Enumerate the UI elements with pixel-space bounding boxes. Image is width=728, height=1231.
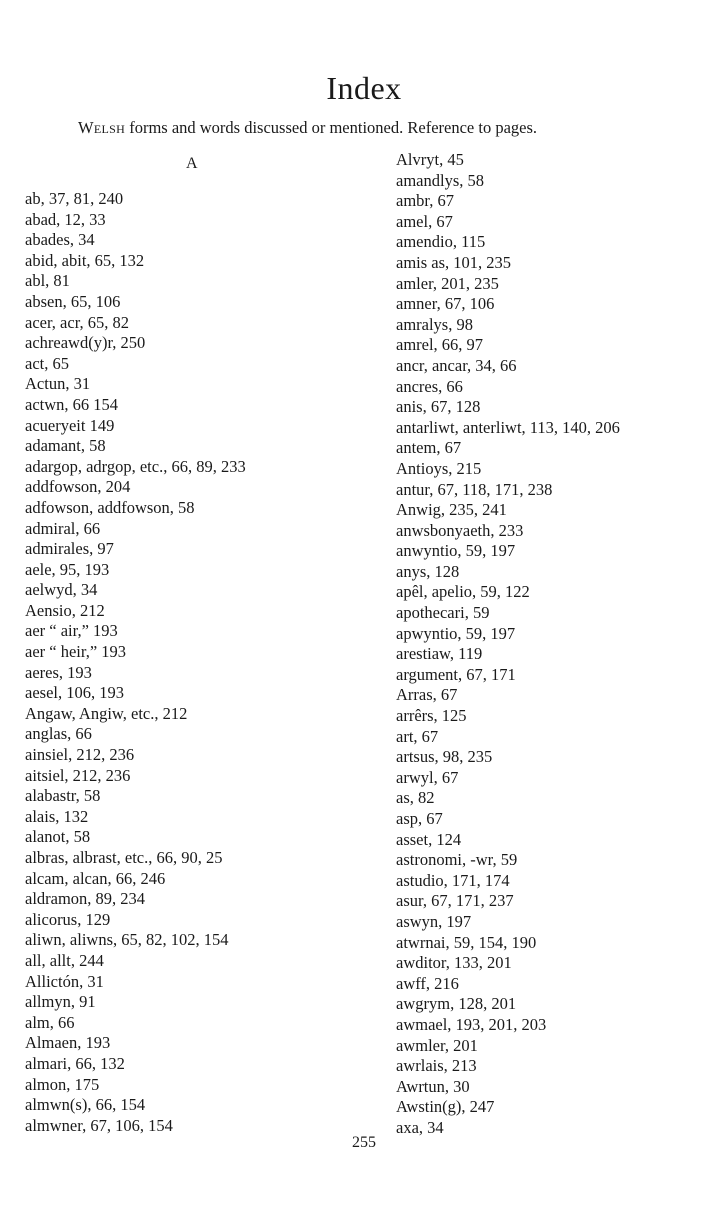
index-entry: axa, 34	[396, 1117, 444, 1137]
page-number: 255	[352, 1134, 376, 1151]
index-entry: aer “ heir,” 193	[25, 642, 127, 662]
index-entry: amralys, 98	[396, 314, 473, 334]
index-entry: almon, 175	[25, 1074, 100, 1094]
index-entry: alanot, 58	[25, 827, 91, 847]
index-entry: adamant, 58	[25, 436, 106, 456]
index-entry: aliwn, aliwns, 65, 82, 102, 154	[25, 930, 229, 950]
index-entry: Anwig, 235, 241	[396, 500, 507, 520]
index-entry: alcam, alcan, 66, 246	[25, 868, 166, 888]
index-entry: almari, 66, 132	[25, 1053, 125, 1073]
index-entry: acer, acr, 65, 82	[25, 312, 130, 332]
index-entry: anwyntio, 59, 197	[396, 541, 516, 561]
index-entry: almwn(s), 66, 154	[25, 1095, 146, 1115]
page-title: Index	[326, 70, 402, 106]
index-column-left	[25, 189, 246, 1136]
index-entry: amel, 67	[396, 211, 453, 231]
index-entry: asp, 67	[396, 809, 443, 828]
index-entry: addfowson, 204	[25, 477, 131, 497]
index-entry: awgrym, 128, 201	[396, 994, 517, 1014]
index-entry: abad, 12, 33	[25, 209, 106, 229]
index-entry: arrêrs, 125	[396, 706, 467, 726]
index-entry: astronomi, -wr, 59	[396, 850, 518, 870]
index-entry: anis, 67, 128	[396, 397, 481, 417]
index-entry: Angaw, Angiw, etc., 212	[25, 703, 188, 723]
index-entry: Aensio, 212	[25, 600, 105, 620]
index-entry: abl, 81	[25, 271, 70, 291]
index-entry: astudio, 171, 174	[396, 870, 510, 890]
index-entry: amrel, 66, 97	[396, 335, 484, 355]
index-entry: Awrtun, 30	[396, 1076, 470, 1096]
index-entry: admirales, 97	[25, 539, 114, 559]
index-entry: apêl, apelio, 59, 122	[396, 582, 530, 602]
index-entry: amandlys, 58	[396, 170, 484, 190]
index-entry: Awstin(g), 247	[396, 1097, 495, 1117]
index-entry: aldramon, 89, 234	[25, 889, 146, 909]
index-entry: aele, 95, 193	[25, 559, 110, 579]
index-entry: alabastr, 58	[25, 786, 101, 806]
index-entry: alais, 132	[25, 806, 89, 826]
index-entry: as, 82	[396, 788, 435, 808]
index-entry: asset, 124	[396, 829, 462, 849]
index-entry: actwn, 66 154	[25, 394, 119, 414]
index-entry: awmael, 193, 201, 203	[396, 1014, 547, 1034]
index-entry: abades, 34	[25, 230, 95, 250]
index-column-right	[396, 150, 620, 1139]
index-entry: albras, albrast, etc., 66, 90, 25	[25, 848, 223, 867]
index-entry: awrlais, 213	[396, 1056, 477, 1076]
index-entry: anwsbonyaeth, 233	[396, 520, 524, 540]
index-entry: Antioys, 215	[396, 458, 482, 478]
index-entry: aelwyd, 34	[25, 580, 98, 600]
index-entry: anys, 128	[396, 561, 460, 581]
index-entry: apothecari, 59	[396, 603, 490, 623]
index-entry: Alvryt, 45	[396, 150, 464, 169]
index-entry: aesel, 106, 193	[25, 683, 124, 703]
index-entry: Arras, 67	[396, 685, 458, 705]
index-entry: apwyntio, 59, 197	[396, 623, 516, 643]
index-entry: antem, 67	[396, 438, 462, 458]
index-entry: ainsiel, 212, 236	[25, 745, 135, 765]
index-entry: atwrnai, 59, 154, 190	[396, 932, 537, 952]
index-entry: awditor, 133, 201	[396, 953, 512, 973]
index-entry: aeres, 193	[25, 662, 92, 682]
index-entry: awff, 216	[396, 973, 459, 993]
index-entry: absen, 65, 106	[25, 291, 121, 311]
index-entry: aer “ air,” 193	[25, 621, 118, 641]
index-entry: achreawd(y)r, 250	[25, 333, 146, 353]
index-entry: act, 65	[25, 353, 69, 373]
index-entry: Almaen, 193	[25, 1033, 111, 1053]
index-entry: art, 67	[396, 726, 439, 746]
index-entry: aswyn, 197	[396, 911, 472, 931]
index-entry: amendio, 115	[396, 232, 486, 252]
index-entry: anglas, 66	[25, 724, 92, 744]
index-entry: amler, 201, 235	[396, 273, 499, 293]
index-entry: asur, 67, 171, 237	[396, 891, 514, 911]
index-entry: arestiaw, 119	[396, 644, 483, 664]
index-subtitle	[78, 118, 537, 138]
index-entry: arwyl, 67	[396, 767, 459, 787]
subtitle-smallcaps: Welsh	[78, 118, 126, 137]
index-entry: ab, 37, 81, 240	[25, 189, 124, 208]
section-letter: A	[186, 155, 198, 172]
index-entry: amner, 67, 106	[396, 294, 495, 314]
index-entry: ambr, 67	[396, 191, 454, 211]
index-entry: amis as, 101, 235	[396, 252, 512, 272]
index-entry: antarliwt, anterliwt, 113, 140, 206	[396, 417, 620, 437]
index-entry: artsus, 98, 235	[396, 747, 493, 767]
index-entry: almwner, 67, 106, 154	[25, 1115, 173, 1135]
subtitle-text: forms and words discussed or mentioned. Reference to pages.	[125, 118, 538, 137]
index-entry: ancr, ancar, 34, 66	[396, 355, 517, 375]
index-entry: ancres, 66	[396, 376, 463, 396]
index-entry: antur, 67, 118, 171, 238	[396, 479, 553, 499]
index-entry: all, allt, 244	[25, 950, 104, 970]
index-entry: argument, 67, 171	[396, 664, 516, 684]
index-entry: alm, 66	[25, 1012, 75, 1032]
index-entry: alicorus, 129	[25, 909, 111, 929]
index-entry: abid, abit, 65, 132	[25, 250, 145, 270]
index-entry: adfowson, addfowson, 58	[25, 497, 195, 517]
index-entry: aitsiel, 212, 236	[25, 765, 131, 785]
index-entry: awmler, 201	[396, 1035, 478, 1055]
index-entry: adargop, adrgop, etc., 66, 89, 233	[25, 456, 246, 476]
index-entry: admiral, 66	[25, 518, 101, 538]
index-entry: Allictón, 31	[25, 971, 104, 991]
index-entry: allmyn, 91	[25, 992, 96, 1012]
index-entry: Actun, 31	[25, 374, 91, 394]
index-entry: acueryeit 149	[25, 415, 115, 435]
